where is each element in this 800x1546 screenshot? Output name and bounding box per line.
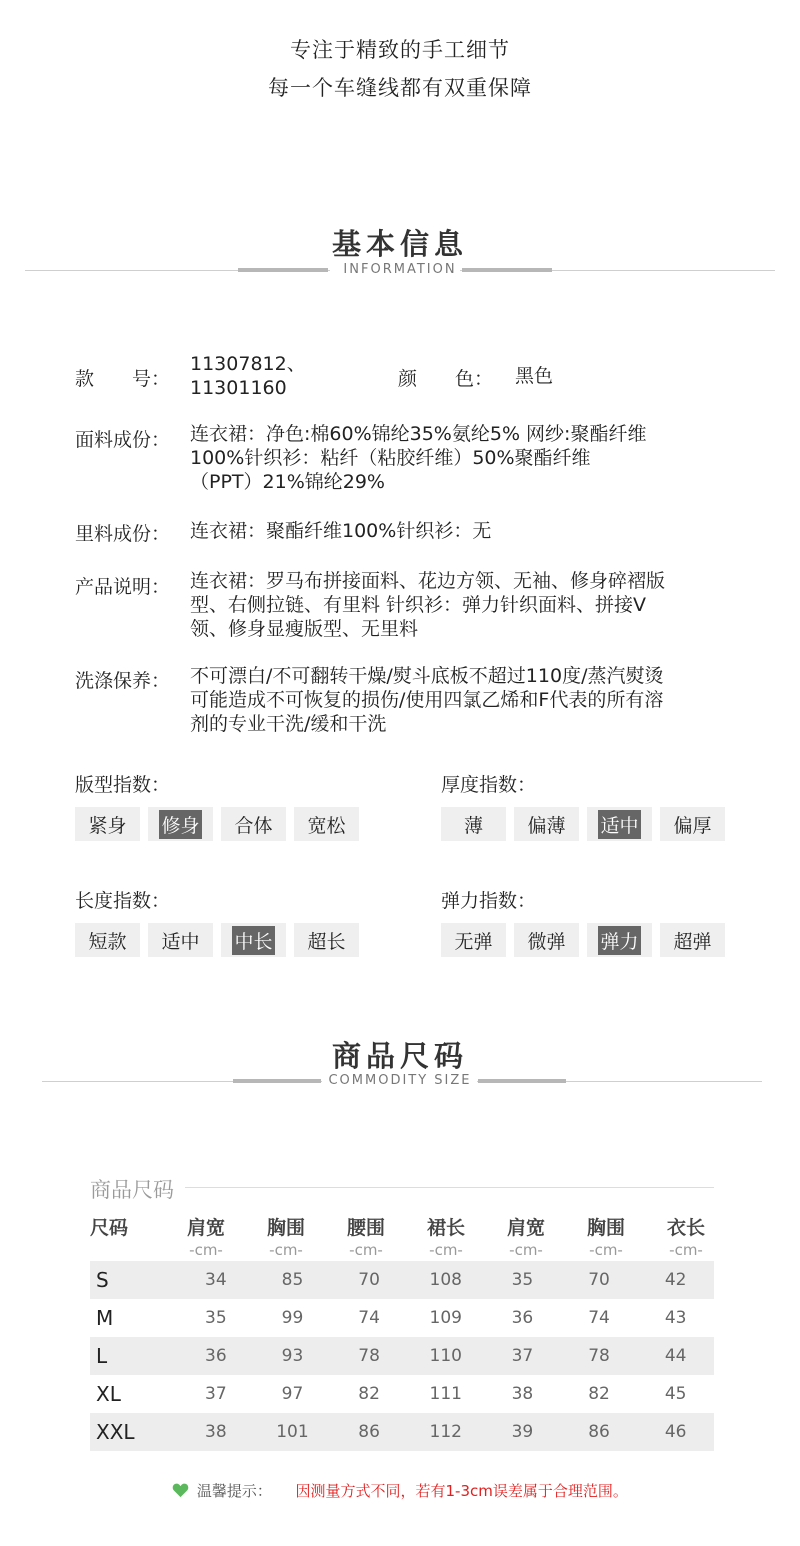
heart-icon [172,1482,189,1502]
header-top-length: 衣长 [666,1217,705,1239]
length-option-mid-long-label: 中长 [232,926,274,955]
unit-label: -cm- [669,1241,703,1259]
fit-option-tight-label: 紧身 [88,814,127,837]
info-section-title: 基本信息 [331,227,468,261]
value-cell: 85 [281,1270,304,1290]
value-cell: 34 [205,1270,227,1290]
value-cell: 97 [281,1384,304,1404]
fit-option-regular-label: 合体 [234,814,273,837]
fit-index-options [75,807,359,841]
elasticity-option-slight-label: 微弹 [527,930,566,953]
unit-label: -cm- [269,1241,303,1259]
thickness-option-thin-label: 薄 [463,814,483,837]
value-cell: 45 [664,1384,687,1404]
value-cell: 99 [281,1308,304,1328]
table-row [90,1261,714,1299]
unit-label: -cm- [429,1241,463,1259]
value-cell: 82 [358,1384,380,1404]
fabric-line-3: （PPT）21%锦纶29% [190,471,385,493]
fabric-line-2: 100%针织衫：粘纤（粘胶纤维）50%聚酯纤维 [190,447,591,469]
elasticity-option-super-label: 超弹 [673,930,712,953]
value-cell: 37 [511,1346,534,1366]
fit-option-slim [148,807,213,841]
table-row [90,1299,714,1337]
fabric-label: 面料成份： [75,429,171,451]
slogan-line-1: 专注于精致的手工细节 [290,38,510,62]
value-cell: 38 [205,1422,227,1442]
unit-label: -cm- [349,1241,383,1259]
value-cell: 109 [429,1308,462,1328]
description-line-2: 型、右侧拉链、有里料 针织衫：弹力针织面料、拼接V [190,594,647,616]
unit-label: -cm- [509,1241,543,1259]
fit-index-title: 版型指数： [75,774,171,796]
value-cell: 86 [588,1422,610,1442]
care-line-2: 可能造成不可恢复的损伤/使用四氯乙烯和F代表的所有溶 [190,689,664,711]
info-section-subtitle: INFORMATION [343,262,457,277]
lining-line-1: 连衣裙：聚酯纤维100%针织衫：无 [190,520,492,542]
care-label: 洗涤保养： [75,670,171,692]
slogan-line-2: 每一个车缝线都有双重保障 [268,76,532,100]
fabric-line-1: 连衣裙：净色:棉60%锦纶35%氨纶5% 网纱:聚酯纤维 [190,423,647,445]
value-cell: 46 [664,1422,687,1442]
size-cell: S [96,1268,109,1292]
care-line-1: 不可漂白/不可翻转干燥/熨斗底板不超过110度/蒸汽熨烫 [190,665,664,687]
header-shoulder-2: 肩宽 [506,1217,545,1239]
value-cell: 74 [358,1308,380,1328]
length-index-options [75,923,359,957]
color-value: 黑色 [515,365,554,387]
fit-option-slim-label: 修身 [159,810,201,839]
value-cell: 35 [205,1308,227,1328]
value-cell: 44 [664,1346,687,1366]
size-table-caption: 商品尺码 [90,1178,174,1202]
size-section-title: 商品尺码 [331,1039,468,1073]
value-cell: 86 [358,1422,380,1442]
length-option-short [75,923,140,957]
value-cell: 112 [429,1422,462,1442]
header-size: 尺码 [90,1217,129,1239]
description-value [190,569,750,641]
value-cell: 110 [429,1346,462,1366]
elasticity-option-none-label: 无弹 [454,930,493,953]
unit-label: -cm- [589,1241,623,1259]
value-cell: 70 [358,1270,380,1290]
elasticity-option-stretch [587,923,652,957]
length-option-short-label: 短款 [88,930,127,953]
value-cell: 70 [588,1270,610,1290]
thickness-index-options [441,807,725,841]
table-row [90,1375,714,1413]
value-cell: 82 [588,1384,610,1404]
table-row [90,1413,714,1451]
color-label: 颜 色： [398,368,494,390]
elasticity-option-slight [514,923,579,957]
lining-value [190,519,750,543]
size-cell: M [96,1306,114,1330]
value-cell: 108 [429,1270,462,1290]
model-label: 款 号： [75,368,171,390]
care-value [190,664,750,736]
value-cell: 39 [511,1422,534,1442]
value-cell: 37 [205,1384,227,1404]
unit-label: -cm- [189,1241,223,1259]
value-cell: 43 [664,1308,687,1328]
measurement-tip [0,1480,800,1502]
value-cell: 93 [281,1346,304,1366]
value-cell: 36 [205,1346,227,1366]
value-cell: 101 [276,1422,309,1442]
fit-option-loose [294,807,359,841]
tip-text: 因测量方式不同，若有1-3cm误差属于合理范围。 [295,1482,628,1500]
description-line-1: 连衣裙：罗马布拼接面料、花边方领、无袖、修身碎褶版 [190,570,666,592]
elasticity-option-super [660,923,725,957]
size-section-subtitle: COMMODITY SIZE [328,1073,472,1088]
header-bust-1: 胸围 [266,1217,305,1239]
fit-option-loose-label: 宽松 [307,814,346,837]
description-label: 产品说明： [75,576,171,598]
value-cell: 36 [511,1308,534,1328]
header-bust-2: 胸围 [586,1217,625,1239]
value-cell: 74 [588,1308,610,1328]
thickness-option-slightly-thick [660,807,725,841]
header-skirt-length: 裙长 [426,1217,465,1239]
length-option-mid-long [221,923,286,957]
thickness-index-title: 厚度指数： [441,774,537,796]
length-option-extra-long [294,923,359,957]
elasticity-index-options [441,923,725,957]
fabric-value [190,422,750,494]
care-line-3: 剂的专业干洗/缓和干洗 [190,713,387,735]
thickness-option-medium-label: 适中 [598,810,640,839]
size-table-caption-line [185,1187,714,1188]
length-option-extra-long-label: 超长 [307,930,346,953]
fit-option-tight [75,807,140,841]
value-cell: 78 [358,1346,380,1366]
description-line-3: 领、修身显瘦版型、无里料 [190,618,419,640]
length-option-medium-label: 适中 [161,930,200,953]
elasticity-option-stretch-label: 弹力 [598,926,640,955]
length-option-medium [148,923,213,957]
lining-label: 里料成份： [75,523,171,545]
elasticity-index-title: 弹力指数： [441,890,537,912]
value-cell: 78 [588,1346,610,1366]
thickness-option-thin [441,807,506,841]
elasticity-option-none [441,923,506,957]
value-cell: 42 [664,1270,687,1290]
thickness-option-medium [587,807,652,841]
size-cell: L [96,1344,108,1368]
header-shoulder-1: 肩宽 [186,1217,225,1239]
value-cell: 35 [511,1270,534,1290]
thickness-option-slightly-thin [514,807,579,841]
thickness-option-slightly-thin-label: 偏薄 [527,814,566,837]
fit-option-regular [221,807,286,841]
size-table-header [90,1213,726,1240]
length-index-title: 长度指数： [75,890,171,912]
value-cell: 38 [511,1384,534,1404]
thickness-option-slightly-thick-label: 偏厚 [673,814,712,837]
size-table-units [166,1241,726,1259]
size-cell: XXL [96,1420,135,1444]
header-waist: 腰围 [346,1217,385,1239]
model-value-line-2: 11301160 [190,377,287,399]
value-cell: 111 [429,1384,462,1404]
model-value-line-1: 11307812、 [190,353,306,375]
table-row [90,1337,714,1375]
tip-label: 温馨提示： [196,1482,272,1500]
size-cell: XL [96,1382,121,1406]
